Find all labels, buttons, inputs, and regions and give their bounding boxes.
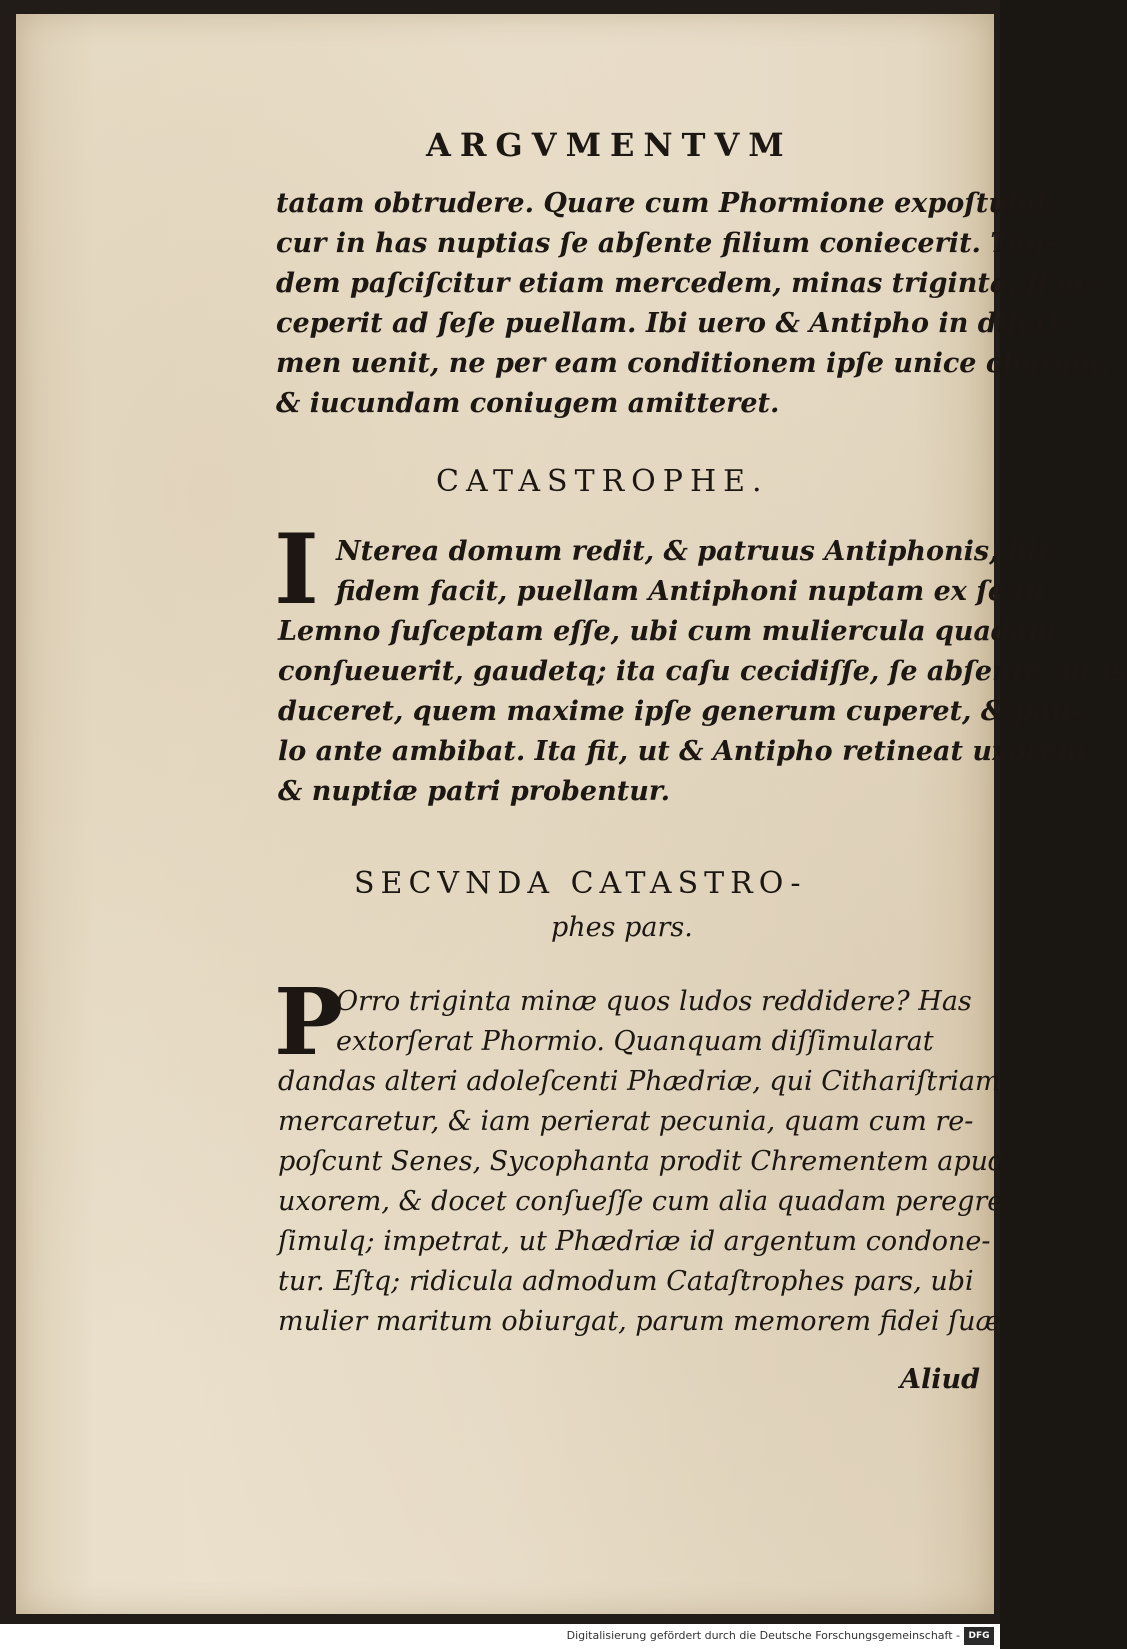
text-line: Orro triginta minæ quos ludos reddidere? Has (336, 986, 972, 1017)
text-line: men uenit, ne per eam conditionem ipſe unice charam, (276, 348, 1110, 379)
book-page (16, 14, 1127, 1614)
text-line: fidem facit, puellam Antiphoni nuptam ex ſe in (336, 576, 1045, 607)
catchword: Aliud (900, 1364, 980, 1395)
text-line: uxorem, & docet conſueſſe cum alia quadam peregre, (278, 1186, 1012, 1217)
running-head: ARGVMENTVM (426, 126, 793, 164)
text-line: poſcunt Senes, Sycophanta prodit Chrementem apud (278, 1146, 1006, 1177)
text-line: dandas alteri adoleſcenti Phædriæ, qui Cithariſtriam (278, 1066, 1001, 1097)
text-line: extorſerat Phormio. Quanquam diſſimularat (336, 1026, 934, 1057)
catastrophe-heading: CATASTROPHE. (436, 464, 769, 499)
text-line: dem paſciſcitur etiam mercedem, minas triginta, ſi ac- (276, 268, 1103, 299)
text-line: ceperit ad ſeſe puellam. Ibi uero & Antipho in diſcri- (276, 308, 1071, 339)
secunda-text-block (278, 982, 1012, 1342)
text-line: & iucundam coniugem amitteret. (276, 388, 780, 419)
drop-cap-initial: I (274, 513, 319, 626)
secunda-catastrophe-heading: SECVNDA CATASTRO- (354, 866, 807, 901)
secunda-catastrophe-subheading: phes pars. (551, 912, 693, 943)
text-line: duceret, quem maxime ipſe generum cuperet, & pau- (278, 696, 1082, 727)
text-line: ſimulq; impetrat, ut Phædriæ id argentum condone- (278, 1226, 991, 1257)
drop-cap-initial: P (274, 968, 344, 1076)
argument-text-block (276, 184, 1109, 424)
text-line: & nuptiæ patri probentur. (278, 776, 670, 807)
text-line: tur. Eſtq; ridicula admodum Cataſtrophes pars, ubi (278, 1266, 974, 1297)
catastrophe-text-block (278, 532, 1127, 812)
text-line: tatam obtrudere. Quare cum Phormione expoſtulat, (276, 188, 1058, 219)
text-line: conſueuerit, gaudetq; ita caſu cecidiſſe, ſe abſente, ut is (278, 656, 1127, 687)
text-line: cur in has nuptias ſe abſente filium coniecerit. Tan- (276, 228, 1057, 259)
funding-credit: Digitalisierung gefördert durch die Deutsche Forschungsgemeinschaft - (566, 1629, 960, 1642)
text-line: Lemno ſuſceptam eſſe, ubi cum muliercula quadam (278, 616, 1056, 647)
text-line: mercaretur, & iam perierat pecunia, quam cum re- (278, 1106, 974, 1137)
text-line: mulier maritum obiurgat, parum memorem fidei ſuæ. (278, 1306, 1010, 1337)
text-line: lo ante ambibat. Ita fit, ut & Antipho retineat uxorem, (278, 736, 1096, 767)
dfg-logo: DFG (964, 1627, 994, 1645)
text-line: Nterea domum redit, & patruus Antiphonis, hic (336, 536, 1055, 567)
digitization-footer (0, 1624, 1000, 1649)
